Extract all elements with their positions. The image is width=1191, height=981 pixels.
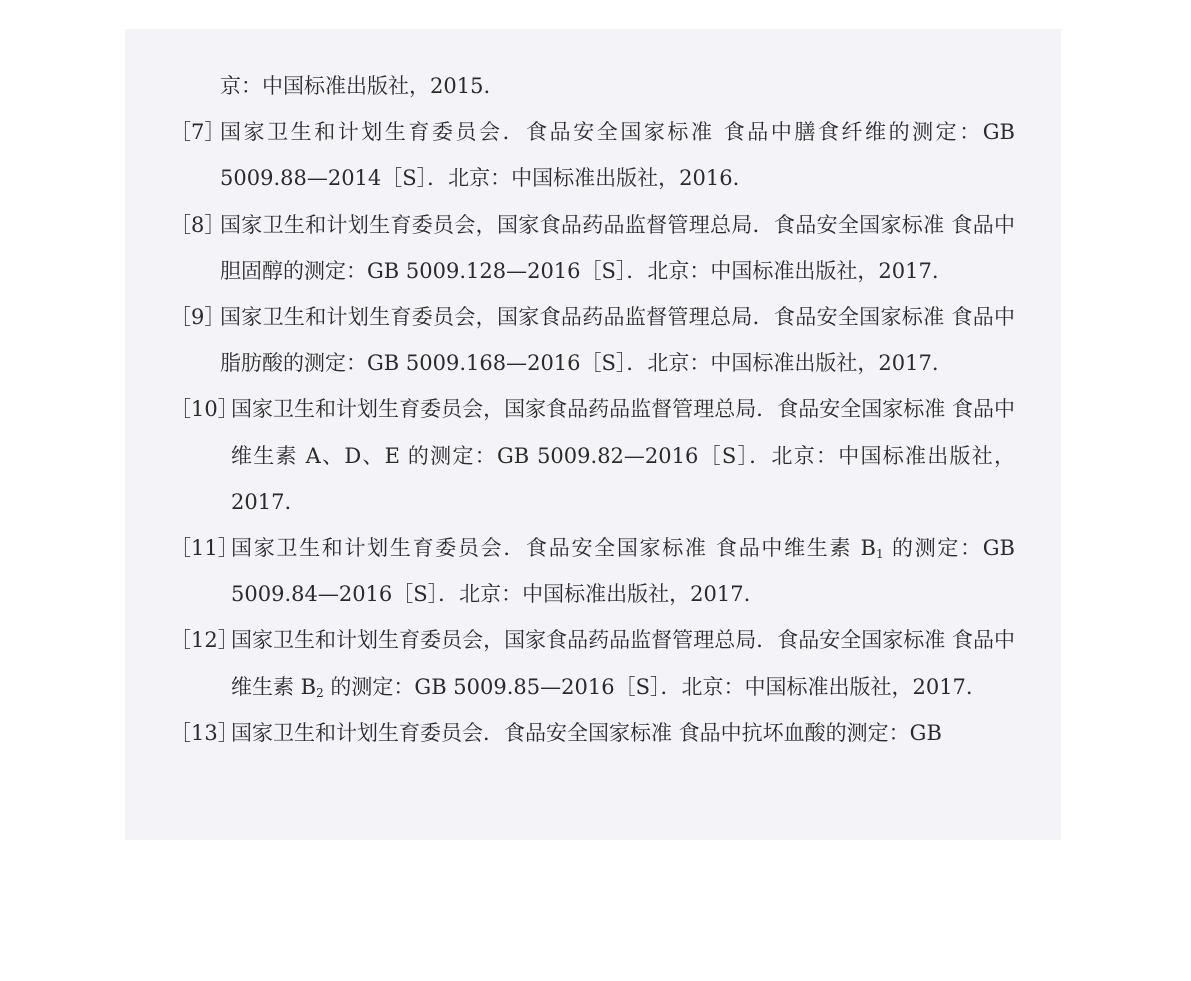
subscript: 2 xyxy=(316,685,324,700)
reference-number: ［12］ xyxy=(170,628,239,653)
reference-text-before: 国家卫生和计划生育委员会，国家食品药品监督管理总局．食品安全国家标准 食品中维生素 B xyxy=(231,628,1016,699)
reference-text: 国家卫生和计划生育委员会，国家食品药品监督管理总局．食品安全国家标准 食品中脂肪酸的测定：GB 5009.168—2016［S］．北京：中国标准出版社，2017. xyxy=(220,305,1015,376)
reference-text: 国家卫生和计划生育委员会．食品安全国家标准 食品中抗坏血酸的测定：GB xyxy=(231,720,942,745)
reference-text-after: 的测定：GB 5009.84—2016［S］．北京：中国标准出版社，2017. xyxy=(231,536,1015,607)
reference-item-11 xyxy=(170,525,1015,617)
reference-number: ［13］ xyxy=(170,720,239,745)
reference-text-before: 国家卫生和计划生育委员会．食品安全国家标准 食品中维生素 B xyxy=(231,536,876,561)
reference-item-6-continuation xyxy=(170,63,1015,109)
reference-text: 国家卫生和计划生育委员会．食品安全国家标准 食品中膳食纤维的测定：GB 5009.88—2014［S］．北京：中国标准出版社，2016. xyxy=(220,120,1015,191)
reference-number: ［11］ xyxy=(170,536,239,561)
reference-item-13 xyxy=(170,710,1015,756)
reference-text: 国家卫生和计划生育委员会，国家食品药品监督管理总局．食品安全国家标准 食品中维生素 A、D、E 的测定：GB 5009.82—2016［S］．北京：中国标准出版社，2017. xyxy=(231,397,1016,514)
reference-text: 国家卫生和计划生育委员会，国家食品药品监督管理总局．食品安全国家标准 食品中胆固醇的测定：GB 5009.128—2016［S］．北京：中国标准出版社，2017. xyxy=(220,212,1015,283)
reference-item-9 xyxy=(170,294,1015,386)
subscript: 1 xyxy=(875,547,884,562)
reference-item-8 xyxy=(170,202,1015,294)
document-page xyxy=(125,29,1061,840)
reference-item-12 xyxy=(170,617,1015,709)
reference-number: ［9］ xyxy=(170,305,226,330)
reference-text: 京：中国标准出版社，2015. xyxy=(220,74,491,98)
reference-number: ［8］ xyxy=(170,212,226,237)
reference-number: ［10］ xyxy=(170,397,239,422)
reference-item-7 xyxy=(170,109,1015,201)
reference-list xyxy=(170,63,1015,756)
reference-item-10 xyxy=(170,386,1015,525)
reference-number: ［7］ xyxy=(170,120,226,145)
reference-text-after: 的测定：GB 5009.85—2016［S］．北京：中国标准出版社，2017. xyxy=(323,674,973,699)
